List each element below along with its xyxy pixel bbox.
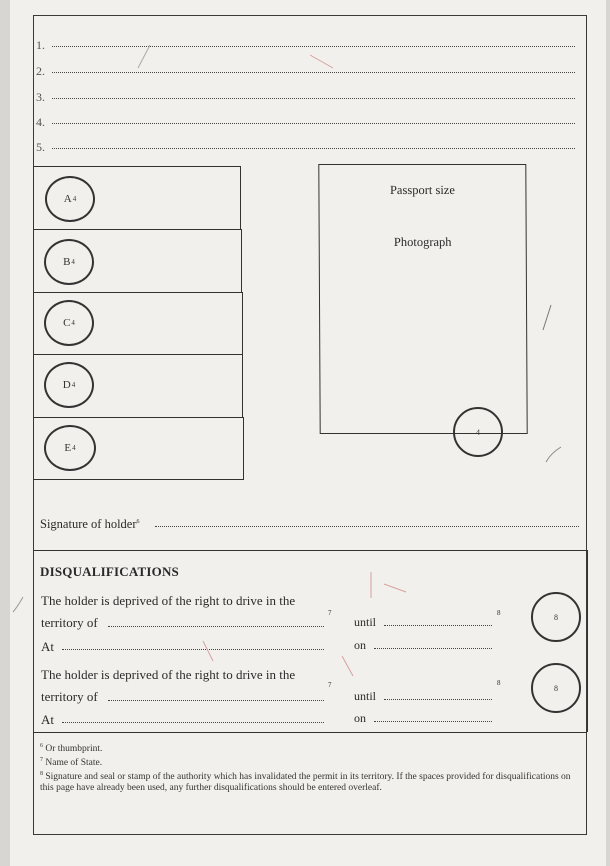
footnote-8-text: Signature and seal or stamp of the authority which has invalidated the permit in its territory. If the spaces provided for disqualifications on this page have already been used, any further disqualifications should be entered overleaf.	[40, 772, 571, 794]
pen-mark-4	[546, 447, 561, 462]
footnote-7-text: Name of State.	[45, 758, 103, 769]
pen-mark-8	[342, 656, 353, 676]
footnote-8-mark: 8	[40, 771, 43, 778]
signature-label: Signature of holder	[40, 517, 137, 531]
block-2-until-mark: 8	[497, 679, 501, 687]
pen-mark-3	[543, 305, 551, 330]
line-number-3: 3.	[36, 90, 45, 104]
footnote-7-mark: 7	[40, 757, 43, 764]
block-2-text: The holder is deprived of the right to drive in the	[41, 667, 296, 682]
line-number-5: 5.	[36, 140, 45, 154]
block-2-on-label: on	[354, 711, 366, 725]
pen-mark-7	[203, 641, 213, 661]
block-2-seal-mark: 8	[554, 683, 558, 693]
category-letter-d: D	[62, 379, 71, 391]
line-number-4: 4.	[36, 115, 45, 129]
category-letter-c: C	[63, 317, 71, 329]
disqualifications-heading: DISQUALIFICATIONS	[40, 564, 179, 579]
photo-label-line1: Passport size	[389, 183, 455, 197]
category-mark-c: 4	[71, 319, 75, 327]
category-mark-d: 4	[71, 381, 76, 389]
block-1-until-mark: 8	[497, 609, 501, 617]
block-2-territory-label: territory of	[41, 689, 98, 704]
pen-mark-6	[384, 584, 406, 592]
photo-seal-mark: 4	[476, 427, 480, 437]
category-mark-b: 4	[71, 258, 75, 266]
pen-mark-9	[13, 597, 23, 612]
block-1-until-label: until	[354, 615, 377, 629]
block-2-until-label: until	[354, 689, 377, 703]
block-1-on-label: on	[354, 638, 366, 652]
category-letter-e: E	[64, 442, 72, 454]
category-mark-e: 4	[72, 444, 76, 452]
block-1-territory-mark: 7	[328, 609, 332, 617]
line-number-1: 1.	[36, 38, 45, 52]
signature-mark: 6	[136, 518, 140, 525]
block-2-territory-mark: 7	[328, 681, 332, 689]
block-1-seal-mark: 8	[554, 612, 558, 622]
pen-mark-2	[310, 55, 333, 68]
category-letter-a: A	[63, 193, 72, 205]
footnote-6-text: Or thumbprint.	[45, 744, 103, 755]
category-letter-b: B	[63, 256, 71, 268]
block-1-at-label: At	[41, 639, 54, 654]
pen-mark-1	[138, 45, 150, 68]
line-number-2: 2.	[36, 64, 45, 78]
category-mark-a: 4	[72, 195, 77, 203]
footnote-6-mark: 6	[40, 743, 43, 749]
block-2-at-label: At	[41, 712, 54, 727]
block-1-territory-label: territory of	[41, 615, 98, 630]
photo-label-line2: Photograph	[393, 235, 452, 249]
block-1-text: The holder is deprived of the right to drive in the	[41, 593, 296, 608]
